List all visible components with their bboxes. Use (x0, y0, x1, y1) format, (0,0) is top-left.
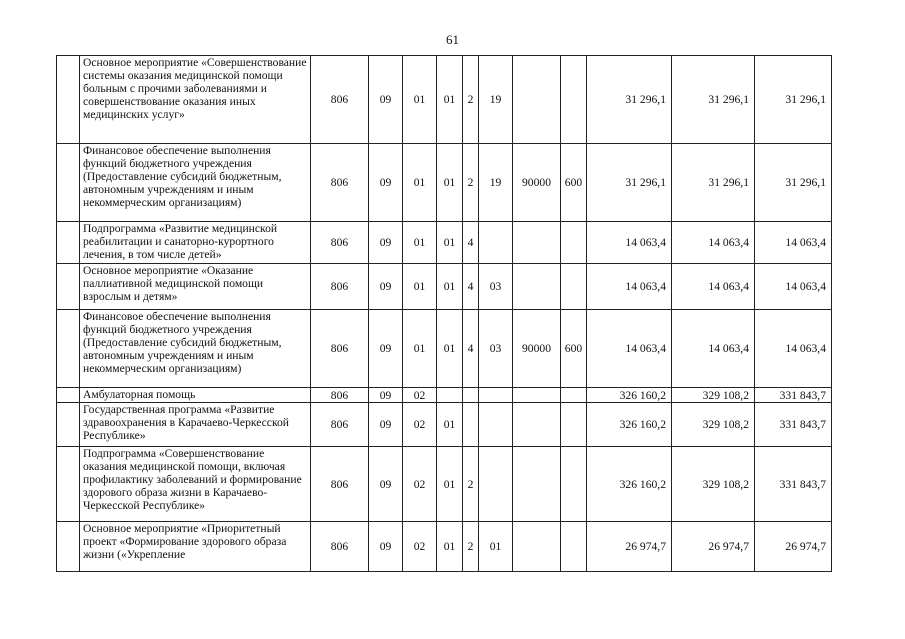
target-code-3-cell (479, 447, 513, 522)
row-number-cell (57, 388, 80, 403)
section-code-cell: 09 (369, 522, 403, 572)
target-code-3-cell (479, 403, 513, 447)
subsection-code-cell: 01 (403, 222, 437, 264)
amount-year-2-cell: 31 296,1 (672, 144, 755, 222)
table-row (57, 388, 832, 403)
amount-year-1-cell: 31 296,1 (587, 144, 672, 222)
expense-type-code-cell (561, 388, 587, 403)
section-code-cell: 09 (369, 403, 403, 447)
target-code-3-cell: 01 (479, 522, 513, 572)
ministry-code-cell: 806 (311, 388, 369, 403)
item-name-cell: Основное мероприятие «Оказание паллиативной медицинской помощи взрослым и детям» (80, 264, 311, 310)
subsection-code-cell: 01 (403, 144, 437, 222)
ministry-code-cell: 806 (311, 403, 369, 447)
amount-year-1-cell: 26 974,7 (587, 522, 672, 572)
target-code-3-cell: 03 (479, 264, 513, 310)
target-code-3-cell (479, 222, 513, 264)
target-code-4-cell (513, 403, 561, 447)
item-name-cell: Государственная программа «Развитие здравоохранения в Карачаево-Черкесской Республике» (80, 403, 311, 447)
target-code-2-cell: 2 (463, 144, 479, 222)
item-name-cell: Основное мероприятие «Совершенствование системы оказания медицинской помощи больным с прочими заболеваниями и совершенствование оказания иных медицинских услуг» (80, 56, 311, 144)
subsection-code-cell: 02 (403, 388, 437, 403)
target-code-3-cell: 03 (479, 310, 513, 388)
target-code-4-cell: 90000 (513, 144, 561, 222)
target-code-2-cell: 4 (463, 310, 479, 388)
amount-year-2-cell: 329 108,2 (672, 447, 755, 522)
section-code-cell: 09 (369, 310, 403, 388)
target-code-3-cell (479, 388, 513, 403)
amount-year-3-cell: 14 063,4 (755, 222, 832, 264)
section-code-cell: 09 (369, 222, 403, 264)
target-code-2-cell: 4 (463, 264, 479, 310)
section-code-cell: 09 (369, 144, 403, 222)
row-number-cell (57, 447, 80, 522)
expense-type-code-cell (561, 264, 587, 310)
table-row (57, 403, 832, 447)
amount-year-1-cell: 14 063,4 (587, 264, 672, 310)
amount-year-3-cell: 331 843,7 (755, 388, 832, 403)
row-number-cell (57, 222, 80, 264)
row-number-cell (57, 522, 80, 572)
table-row (57, 56, 832, 144)
expense-type-code-cell (561, 56, 587, 144)
section-code-cell: 09 (369, 264, 403, 310)
target-code-1-cell: 01 (437, 522, 463, 572)
item-name-cell: Подпрограмма «Развитие медицинской реабилитации и санаторно-курортного лечения, в том числе детей» (80, 222, 311, 264)
item-name-cell: Амбулаторная помощь (80, 388, 311, 403)
amount-year-1-cell: 14 063,4 (587, 222, 672, 264)
target-code-4-cell: 90000 (513, 310, 561, 388)
amount-year-2-cell: 14 063,4 (672, 310, 755, 388)
target-code-2-cell (463, 388, 479, 403)
target-code-3-cell: 19 (479, 56, 513, 144)
amount-year-1-cell: 31 296,1 (587, 56, 672, 144)
table-row (57, 144, 832, 222)
target-code-4-cell (513, 522, 561, 572)
item-name-cell: Финансовое обеспечение выполнения функций бюджетного учреждения (Предоставление субсидий бюджетным, автономным учреждениям и иным некоммерческим организациям) (80, 144, 311, 222)
amount-year-1-cell: 326 160,2 (587, 403, 672, 447)
table-row (57, 264, 832, 310)
section-code-cell: 09 (369, 388, 403, 403)
target-code-4-cell (513, 388, 561, 403)
amount-year-2-cell: 26 974,7 (672, 522, 755, 572)
amount-year-2-cell: 329 108,2 (672, 403, 755, 447)
amount-year-3-cell: 331 843,7 (755, 403, 832, 447)
target-code-4-cell (513, 447, 561, 522)
amount-year-2-cell: 329 108,2 (672, 388, 755, 403)
target-code-1-cell: 01 (437, 144, 463, 222)
amount-year-3-cell: 331 843,7 (755, 447, 832, 522)
target-code-4-cell (513, 222, 561, 264)
item-name-cell: Основное мероприятие «Приоритетный проект «Формирование здорового образа жизни («Укрепление (80, 522, 311, 572)
target-code-1-cell: 01 (437, 447, 463, 522)
ministry-code-cell: 806 (311, 447, 369, 522)
target-code-4-cell (513, 264, 561, 310)
amount-year-2-cell: 14 063,4 (672, 264, 755, 310)
subsection-code-cell: 01 (403, 264, 437, 310)
target-code-3-cell: 19 (479, 144, 513, 222)
page-number: 61 (446, 32, 459, 47)
expense-type-code-cell (561, 447, 587, 522)
amount-year-2-cell: 31 296,1 (672, 56, 755, 144)
amount-year-1-cell: 326 160,2 (587, 388, 672, 403)
subsection-code-cell: 01 (403, 56, 437, 144)
target-code-1-cell (437, 388, 463, 403)
ministry-code-cell: 806 (311, 222, 369, 264)
section-code-cell: 09 (369, 447, 403, 522)
target-code-2-cell: 2 (463, 56, 479, 144)
amount-year-3-cell: 31 296,1 (755, 144, 832, 222)
section-code-cell: 09 (369, 56, 403, 144)
amount-year-3-cell: 14 063,4 (755, 264, 832, 310)
item-name-cell: Подпрограмма «Совершенствование оказания медицинской помощи, включая профилактику заболеваний и формирование здорового образа жизни в Карачаево-Черкесской Республике» (80, 447, 311, 522)
target-code-2-cell: 4 (463, 222, 479, 264)
row-number-cell (57, 56, 80, 144)
amount-year-3-cell: 31 296,1 (755, 56, 832, 144)
target-code-2-cell: 2 (463, 447, 479, 522)
ministry-code-cell: 806 (311, 522, 369, 572)
expense-type-code-cell: 600 (561, 310, 587, 388)
subsection-code-cell: 01 (403, 310, 437, 388)
item-name-cell: Финансовое обеспечение выполнения функций бюджетного учреждения (Предоставление субсидий бюджетным, автономным учреждениям и иным некоммерческим организациям) (80, 310, 311, 388)
amount-year-1-cell: 14 063,4 (587, 310, 672, 388)
target-code-1-cell: 01 (437, 56, 463, 144)
expense-type-code-cell (561, 522, 587, 572)
target-code-1-cell: 01 (437, 264, 463, 310)
target-code-1-cell: 01 (437, 403, 463, 447)
row-number-cell (57, 310, 80, 388)
target-code-1-cell: 01 (437, 222, 463, 264)
amount-year-1-cell: 326 160,2 (587, 447, 672, 522)
target-code-1-cell: 01 (437, 310, 463, 388)
expense-type-code-cell: 600 (561, 144, 587, 222)
ministry-code-cell: 806 (311, 56, 369, 144)
ministry-code-cell: 806 (311, 264, 369, 310)
ministry-code-cell: 806 (311, 144, 369, 222)
expense-type-code-cell (561, 222, 587, 264)
amount-year-3-cell: 14 063,4 (755, 310, 832, 388)
subsection-code-cell: 02 (403, 447, 437, 522)
target-code-4-cell (513, 56, 561, 144)
row-number-cell (57, 403, 80, 447)
ministry-code-cell: 806 (311, 310, 369, 388)
table-row (57, 522, 832, 572)
amount-year-2-cell: 14 063,4 (672, 222, 755, 264)
budget-table (56, 55, 832, 572)
table-row (57, 222, 832, 264)
subsection-code-cell: 02 (403, 403, 437, 447)
subsection-code-cell: 02 (403, 522, 437, 572)
table-row (57, 447, 832, 522)
row-number-cell (57, 264, 80, 310)
amount-year-3-cell: 26 974,7 (755, 522, 832, 572)
expense-type-code-cell (561, 403, 587, 447)
target-code-2-cell (463, 403, 479, 447)
row-number-cell (57, 144, 80, 222)
table-row (57, 310, 832, 388)
target-code-2-cell: 2 (463, 522, 479, 572)
